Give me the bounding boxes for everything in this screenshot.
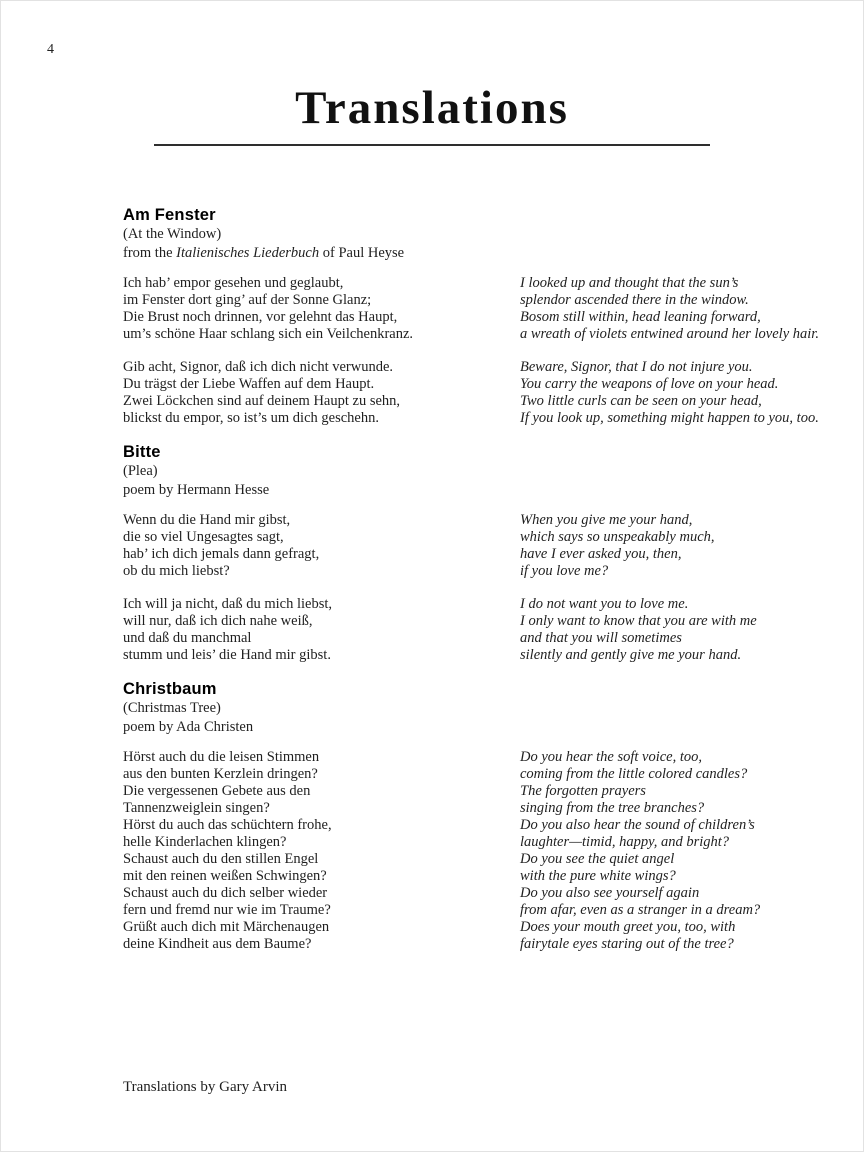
poem-line: helle Kinderlachen klingen? (123, 834, 287, 850)
attribution-prefix: poem by Ada Christen (123, 719, 254, 735)
poem-line: Die vergessenen Gebete aus den (123, 783, 311, 799)
poem-line: Ich will ja nicht, daß du mich liebst, (123, 596, 332, 612)
poem-line: stumm und leis’ die Hand mir gibst. (123, 647, 331, 663)
poem-line: I only want to know that you are with me (520, 613, 757, 629)
stanza-list (123, 749, 813, 953)
poem-line: ob du mich liebst? (123, 563, 230, 579)
poem-line: Schaust auch du den stillen Engel (123, 851, 319, 867)
section-header (123, 443, 813, 500)
poem-line: Wenn du die Hand mir gibst, (123, 512, 291, 528)
english-translation-stanza (520, 596, 813, 664)
poem-line: coming from the little colored candles? (520, 766, 748, 782)
german-stanza (123, 749, 520, 953)
poem-line: und daß du manchmal (123, 630, 252, 646)
poem-line: fern und fremd nur wie im Traume? (123, 902, 331, 918)
attribution-suffix: of Paul Heyse (319, 245, 405, 261)
poem-line: Does your mouth greet you, too, with (520, 919, 736, 935)
poem-line: Gib acht, Signor, daß ich dich nicht verwunde. (123, 359, 394, 375)
poem-line: and that you will sometimes (520, 630, 682, 646)
section-subtitle: (Plea) (123, 463, 158, 479)
poem-line: laughter—timid, happy, and bright? (520, 834, 730, 850)
poem-line: silently and gently give me your hand. (520, 647, 742, 663)
section-attribution (123, 244, 813, 263)
poem-line: with the pure white wings? (520, 868, 676, 884)
poem-section (123, 206, 819, 427)
poem-line: Ich hab’ empor gesehen und geglaubt, (123, 275, 344, 291)
poem-section (123, 443, 813, 664)
poem-line: splendor ascended there in the window. (520, 292, 749, 308)
page-header (1, 1, 863, 146)
poem-line: will nur, daß ich dich nahe weiß, (123, 613, 313, 629)
poem-line: if you love me? (520, 563, 609, 579)
poem-line: Do you also hear the sound of children’s (520, 817, 755, 833)
attribution-work-title: Italienisches Liederbuch (176, 245, 320, 261)
poem-line: im Fenster dort ging’ auf der Sonne Glanz; (123, 292, 372, 308)
poem-line: from afar, even as a stranger in a dream? (520, 902, 761, 918)
poem-line: If you look up, something might happen to you, too. (520, 410, 819, 426)
poem-line: Zwei Löckchen sind auf deinem Haupt zu sehn, (123, 393, 401, 409)
title-rule (154, 144, 710, 146)
poem-line: die so viel Ungesagtes sagt, (123, 529, 284, 545)
poem-line: um’s schöne Haar schlang sich ein Veilchenkranz. (123, 326, 414, 342)
poem-line: I do not want you to love me. (520, 596, 689, 612)
section-title: Christbaum (123, 680, 217, 698)
english-translation-stanza (520, 749, 813, 953)
poem-line: Do you also see yourself again (520, 885, 700, 901)
poem-line: Hörst auch du die leisen Stimmen (123, 749, 320, 765)
english-translation-stanza (520, 275, 819, 343)
stanza-row (123, 749, 813, 953)
poem-line: aus den bunten Kerzlein dringen? (123, 766, 318, 782)
poem-line: Schaust auch du dich selber wieder (123, 885, 328, 901)
poem-line: When you give me your hand, (520, 512, 693, 528)
stanza-row (123, 512, 813, 580)
section-subtitle: (At the Window) (123, 226, 222, 242)
poem-line: You carry the weapons of love on your head. (520, 376, 779, 392)
attribution-prefix: from the (123, 245, 177, 261)
poem-line: have I ever asked you, then, (520, 546, 682, 562)
attribution-prefix: poem by Hermann Hesse (123, 482, 270, 498)
poem-line: a wreath of violets entwined around her lovely hair. (520, 326, 819, 342)
english-translation-stanza (520, 359, 819, 427)
poem-line: hab’ ich dich jemals dann gefragt, (123, 546, 320, 562)
stanza-row (123, 596, 813, 664)
translator-credit: Translations by Gary Arvin (123, 1079, 288, 1095)
stanza-row (123, 359, 819, 427)
english-translation-stanza (520, 512, 813, 580)
stanza-row (123, 275, 819, 343)
poem-line: Hörst du auch das schüchtern frohe, (123, 817, 332, 833)
section-subtitle: (Christmas Tree) (123, 700, 221, 716)
poem-line: Beware, Signor, that I do not injure you. (520, 359, 753, 375)
poem-line: Two little curls can be seen on your head, (520, 393, 762, 409)
page-number: 4 (47, 42, 54, 57)
page-footer (123, 1079, 287, 1096)
poem-line: Die Brust noch drinnen, vor gelehnt das Haupt, (123, 309, 398, 325)
poem-line: Bosom still within, head leaning forward, (520, 309, 761, 325)
poem-line: Do you see the quiet angel (520, 851, 675, 867)
german-stanza (123, 596, 520, 664)
translations-content (123, 206, 819, 953)
poem-line: fairytale eyes staring out of the tree? (520, 936, 734, 952)
stanza-list (123, 512, 813, 664)
section-title: Am Fenster (123, 206, 216, 224)
page-title: Translations (295, 82, 569, 134)
poem-section (123, 680, 813, 953)
german-stanza (123, 512, 520, 580)
section-title: Bitte (123, 443, 161, 461)
poem-line: mit den reinen weißen Schwingen? (123, 868, 327, 884)
section-attribution (123, 718, 813, 737)
poem-line: Tannenzweiglein singen? (123, 800, 270, 816)
german-stanza (123, 275, 520, 343)
poem-line: Du trägst der Liebe Waffen auf dem Haupt. (123, 376, 375, 392)
german-stanza (123, 359, 520, 427)
poem-line: deine Kindheit aus dem Baume? (123, 936, 312, 952)
poem-line: Do you hear the soft voice, too, (520, 749, 703, 765)
poem-line: singing from the tree branches? (520, 800, 705, 816)
section-header (123, 206, 813, 263)
poem-line: blickst du empor, so ist’s um dich geschehn. (123, 410, 379, 426)
poem-line: I looked up and thought that the sun’s (520, 275, 739, 291)
poem-line: The forgotten prayers (520, 783, 646, 799)
section-attribution (123, 481, 813, 500)
stanza-list (123, 275, 819, 427)
poem-line: which says so unspeakably much, (520, 529, 715, 545)
poem-line: Grüßt auch dich mit Märchenaugen (123, 919, 330, 935)
section-header (123, 680, 813, 737)
